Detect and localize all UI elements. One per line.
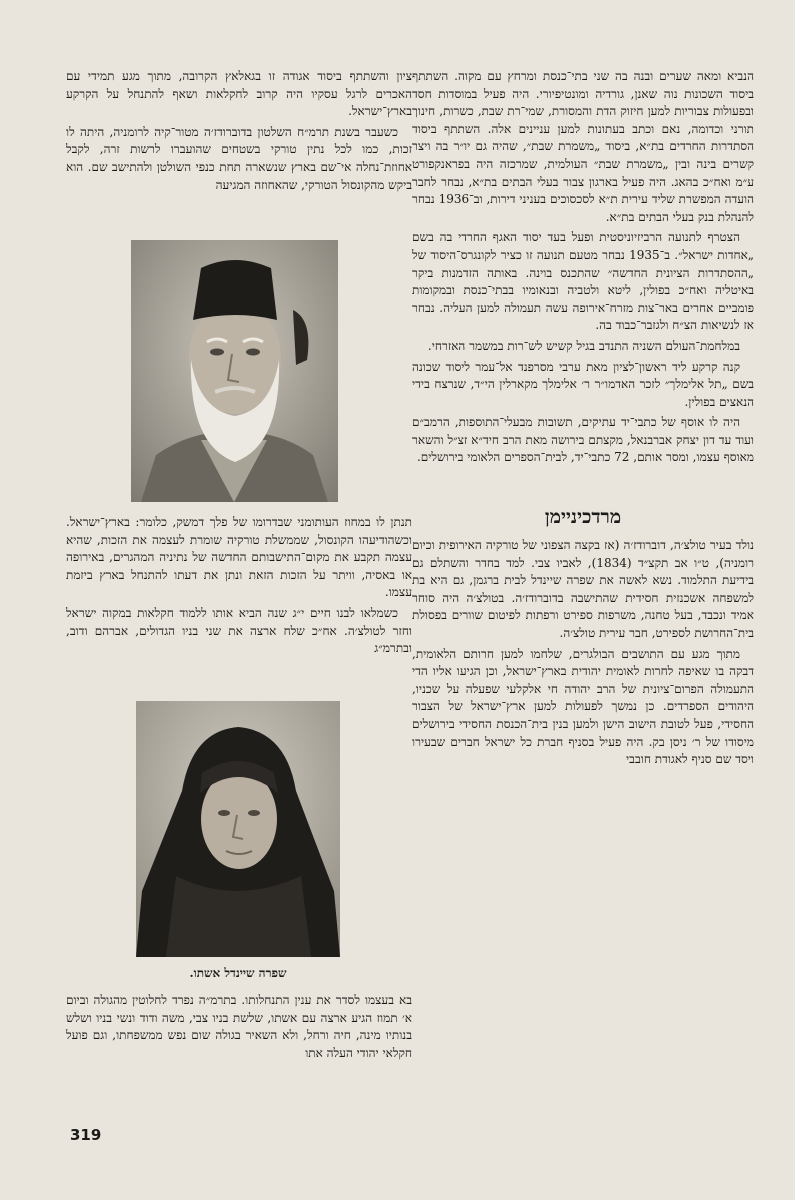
paragraph: היה לו אוסף של כתבי־יד עתיקים, תשובות מבעלי־התוספות, הרמב״ם ועוד עד דון יצחק אברבנאל, מקצתם בירושה מאת הרב חיד״א זצ״ל והשאר מאוסף עצמו, ומסר אותם, 72 כתבי־יד, לבית־הספרים הלאומי בירושלים.: [412, 415, 754, 465]
left-text-column-top: [66, 68, 412, 197]
paragraph: קנה קרקע ליד ראשון־לציון מאת ערבי מסרפנד אל־עמר ליסוד שכונה בשם „תל אלימלך״ לזכר האדמו״ר ר׳ אלימלך מקארלין הי״ד, שנרצח בידי הנאצים בפולין.: [412, 359, 754, 409]
paragraph: כשעבר בשנת תרמ״ח השלטון בדוברודז׳ה מטור־קיה לרומניה, היתה לו זכות, כמו לכל נתין טורקי בשטחים שהועברו לרשות זרה, לקבל אחוזת־נחלה אי־שם בארץ שנשארה תחת כנפי השולטן ולהתישב שם. הוא ביקש מהקונסול הטורקי, שהאחוזה המגיעה: [66, 124, 412, 192]
portrait-photo-man: [131, 240, 338, 502]
portrait-man-illustration: [131, 240, 338, 502]
portrait-woman-illustration: [136, 701, 340, 957]
paragraph: הנביא ומאה שערים ובנה בה שני בתי־כנסת ומרחץ עם מקוה. השתתף ביסוד השכונות נוה שאנן, גורדיה ומונטיפיורי. היה פעיל במוסדות חסד ובפעולות צבוריות למען חיזוק הדת והמסורת, שמי־רת שבת, כשרות, חינוך תורני וכדומה, נאם וכתב בעתונות למען עניינים אלה. השתתף ביסוד הסתדרות החרדים בת״א, ביסוד „משמרת שבת״, שהיה גם יו״ר בה ויצר קשרים בינה ובין „משמרת שבת״ העולמית, שמרכזה היה בפראנקפורט ע״מ ואח״כ בהאג. היה פעיל בארגון צבור בעלי הבתים בת״א, נבחר לחבר הועדה המפשרת שליד עירית ת״א לסכסוכים בעניני דירות, וב־1936 נבחר להנהלת בנק בעלי הבתים בת״א.: [412, 69, 755, 224]
left-text-column-bottom: [66, 992, 412, 1065]
paragraph: תנתן לו במחוז העותומני שבדרומו של פלך דמשק, כלומר: בארץ־ישראל. וכשהודיעהו הקונסול, שממשלת טורקיה שומרת לעצמה את הזכות, שהיא עצמה תקבע את מקום־התישבותם החדשה של נתיניה המהגרים, באירופה או באסיה, וויתר על הזכות הזאת ונתן את דעתו להתנחל בארץ ביזמת עצמו.: [66, 515, 413, 600]
paragraph: כשמלאו לבנו חיים י״ג שנה הביא אותו ללמוד חקלאות במקוה ישראל וחזר לטולצ׳ה. אח״כ שלח ארצה את שני בניו הגדולים, אברהם ודוב, ובתרמ״ג: [66, 605, 412, 656]
right-text-column: [412, 68, 754, 772]
paragraph: נולד בעיר טולצ׳ה, דוברודז׳ה (אז בקצה הצפוני של טורקיה האירופית וכיום רומניה), ט״ו אב תקצ״ד (1834), לאביו צבי. למד בחדר והשתלם גם בידיעת התלמוד. נשא לאשה את שפרה שיינדל לבית ברגמן, גם היא בת למשפחה אשכנזית חסידית שהתישבה בדוברודז׳ה. בטולצ׳ה היה סוחר אמיד ונכבד, בעל טחנה, משרפות ספירט ורפתות לפיטום שוורים בפסולת בית־החרושת לספירט, חבר עירית טולצ׳ה.: [412, 538, 754, 641]
section-heading: מרדכיניימן: [544, 506, 622, 529]
paragraph: בא בעצמו לסדר את ענין התנחלותו. בתרמ״ה נפרד לחלוטין מהגולה וביום א׳ תמוז הגיע ארצה עם אשתו, שלשת בניו צבי, משה ודוד ונשי בניו ושלש בנותיו מינה, חיה ורחל, ולא השאיר בגולה שום נפש ממשפחתו, וגם פועל חקלאי יהודי העלה אתו: [66, 993, 412, 1060]
paragraph: במלחמת־העולם השניה התנדב בגיל קשיש לש־רות במשמר האזרחי.: [427, 338, 740, 353]
paragraph: הצטרף לתנועה הרביזיוניסטית ופעל בעד יסוד האגף החרדי בה בשם „אחדות ישראל״. ב־1935 נבחר מטעם תנועה זו כציר לקונגרס־היסוד של „ההסתדרות הציונית החדשה״ שהתכנס בוינה. באותה הזדמנות ביקר באיטליה ואח״כ בפולין, ליטא ולטביה ובנאומיו בבתי־כנסת ובמקומות פומביים אחרים באר־צות מזרח־אירופה עשה תעמולה למען העליה. נבחר אז לנשיאות הצ״ח ולגזבר־כבוד בה.: [412, 230, 754, 333]
paragraph: מתוך מגע עם התושבים הבולגרים, שלחמו למען חרותם הלאומית, דבקה בו שאיפה לחרות לאומית יהודית בארץ־ישראל, וכן הגיעו אליו הדי התעמולה הפרום־ציונית של הרב יהודה חי אלקלעי שפעלה על שכניו, היהודים הספרדים. כן נמשך לפעולות למען ארץ־ישראל של הצבור החסידי, פעל לטובת הישוב הישן ולמען בנין בית־הכנסת החסידי בירושלים מיסודו של ר׳ ניסן בק. היה פעיל בסניף חברת כל ישראל חברים שבעירו ויסד שם סניף לאגודת חובבי: [412, 646, 754, 767]
photo-caption: שפרה שיינדל אשתו.: [189, 966, 287, 980]
portrait-photo-woman: [136, 701, 340, 957]
left-text-column-middle: [66, 514, 412, 661]
paragraph: ציון והשתתף ביסוד אגודה זו בגאלאץ הקרובה, מתוך מגע תמידי עם האכרים לרגל עסקיו היה קרוב לחקלאות ושאף להתנחל על הקרקע בארץ־ישראל.: [66, 69, 412, 119]
page-number: 319: [70, 1126, 102, 1144]
